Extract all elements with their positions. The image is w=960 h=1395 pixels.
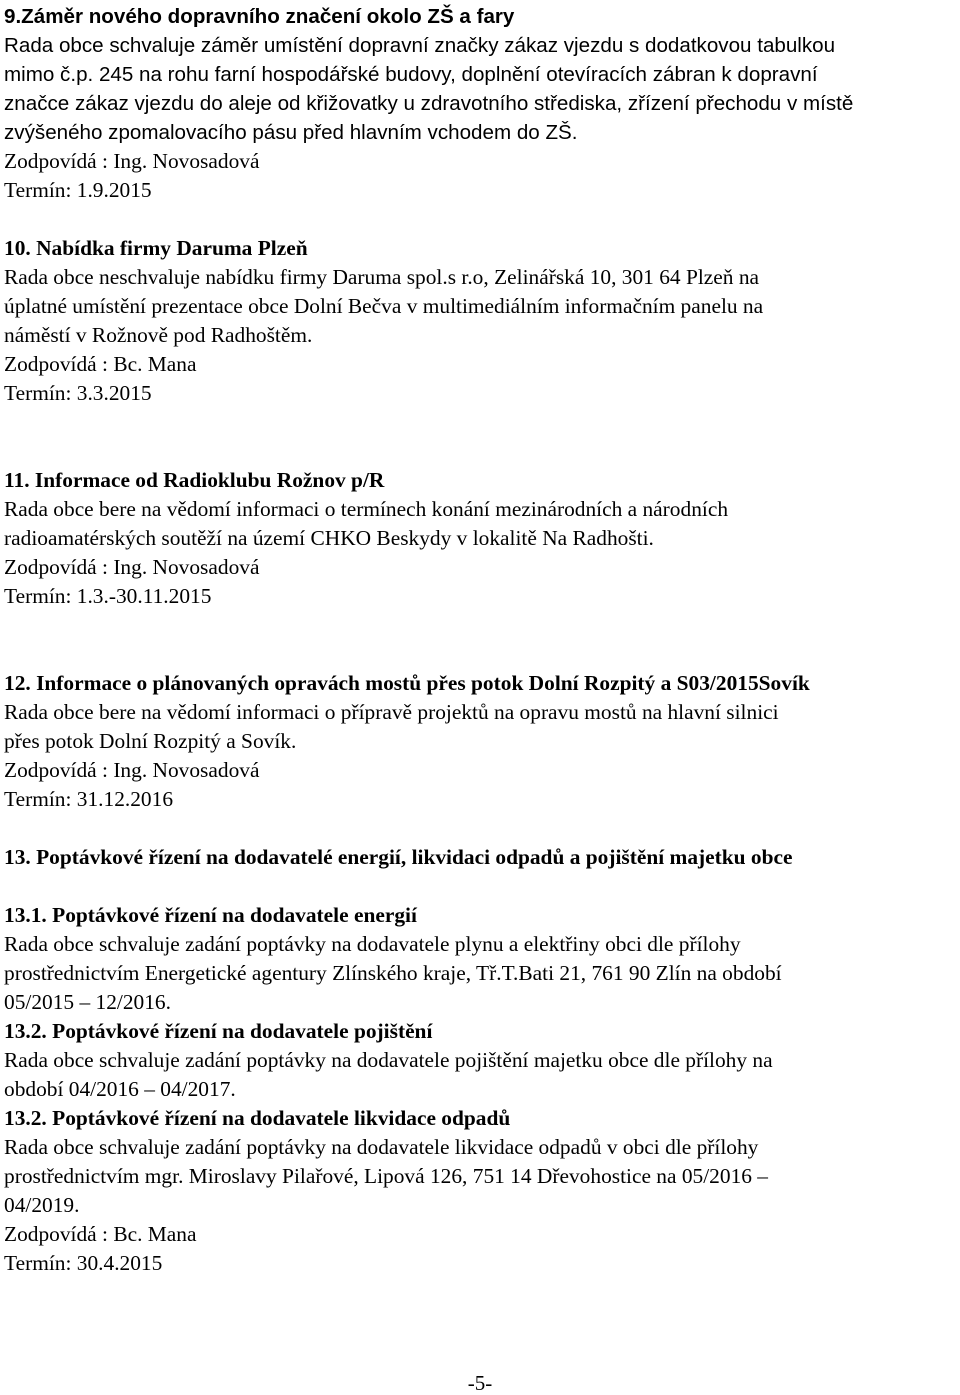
section-9-heading: 9.Záměr nového dopravního značení okolo ZŠ a fary [4, 5, 515, 28]
spacer [4, 408, 958, 437]
section-9-deadline: Termín: 1.9.2015 [4, 178, 152, 202]
section-13-2-text-line: období 04/2016 – 04/2017. [4, 1077, 236, 1101]
section-9-text-line: Rada obce schvaluje záměr umístění dopravní značky zákaz vjezdu s dodatkovou tabulkou [4, 34, 836, 57]
section-13-1-heading: 13.1. Poptávkové řízení na dodavatele energií [4, 903, 417, 927]
section-10-text-line: Rada obce neschvaluje nabídku firmy Daruma spol.s r.o, Zelinářská 10, 301 64 Plzeň na [4, 265, 760, 289]
page-number: -5- [467, 1371, 493, 1395]
section-12-heading: 12. Informace o plánovaných opravách mostů přes potok Dolní Rozpitý a S03/2015Sovík [4, 671, 810, 695]
section-10-deadline: Termín: 3.3.2015 [4, 381, 152, 405]
section-12-text-line: Rada obce bere na vědomí informaci o přípravě projektů na opravu mostů na hlavní silnici [4, 700, 779, 724]
section-13-heading: 13. Poptávkové řízení na dodavatelé energií, likvidaci odpadů a pojištění majetku obce [4, 845, 793, 869]
section-9-text-line: zvýšeného zpomalovacího pásu před hlavním vchodem do ZŠ. [4, 121, 578, 144]
section-10-text-line: náměstí v Rožnově pod Radhoštěm. [4, 323, 313, 347]
spacer [4, 611, 958, 640]
section-10-heading: 10. Nabídka firmy Daruma Plzeň [4, 236, 308, 260]
section-13-3-heading: 13.2. Poptávkové řízení na dodavatele likvidace odpadů [4, 1106, 511, 1130]
spacer [4, 814, 958, 843]
section-13-2-text-line: Rada obce schvaluje zadání poptávky na dodavatele pojištění majetku obce dle přílohy na [4, 1048, 773, 1072]
section-13-3-text-line: 04/2019. [4, 1193, 80, 1217]
section-12-deadline: Termín: 31.12.2016 [4, 787, 174, 811]
spacer [4, 437, 958, 466]
section-10-responsible: Zodpovídá : Bc. Mana [4, 352, 197, 376]
section-11-text-line: Rada obce bere na vědomí informaci o termínech konání mezinárodních a národních [4, 497, 729, 521]
section-13-deadline: Termín: 30.4.2015 [4, 1251, 163, 1275]
section-9-text-line: značce zákaz vjezdu do aleje od křižovatky u zdravotního střediska, zřízení přechodu v místě [4, 92, 854, 115]
section-9-responsible: Zodpovídá : Ing. Novosadová [4, 149, 260, 173]
section-13-2-heading: 13.2. Poptávkové řízení na dodavatele pojištění [4, 1019, 433, 1043]
spacer [4, 872, 958, 901]
section-11-heading: 11. Informace od Radioklubu Rožnov p/R [4, 468, 385, 492]
section-10-text-line: úplatné umístění prezentace obce Dolní Bečva v multimediálním informačním panelu na [4, 294, 764, 318]
section-12-responsible: Zodpovídá : Ing. Novosadová [4, 758, 260, 782]
section-13-1-text-line: Rada obce schvaluje zadání poptávky na dodavatele plynu a elektřiny obci dle přílohy [4, 932, 741, 956]
section-13-responsible: Zodpovídá : Bc. Mana [4, 1222, 197, 1246]
document-page [4, 2, 958, 1278]
section-13-3-text-line: prostřednictvím mgr. Miroslavy Pilařové, Lipová 126, 751 14 Dřevohostice na 05/2016 – [4, 1164, 769, 1188]
section-11-text-line: radioamatérských soutěží na území CHKO Beskydy v lokalitě Na Radhošti. [4, 526, 654, 550]
section-9-text-line: mimo č.p. 245 na rohu farní hospodářské budovy, doplnění otevíracích zábran k dopravní [4, 63, 818, 86]
section-12-text-line: přes potok Dolní Rozpitý a Sovík. [4, 729, 297, 753]
section-13-3-text-line: Rada obce schvaluje zadání poptávky na dodavatele likvidace odpadů v obci dle přílohy [4, 1135, 759, 1159]
section-11-deadline: Termín: 1.3.-30.11.2015 [4, 584, 212, 608]
spacer [4, 640, 958, 669]
section-13-1-text-line: 05/2015 – 12/2016. [4, 990, 171, 1014]
spacer [4, 205, 958, 234]
section-11-responsible: Zodpovídá : Ing. Novosadová [4, 555, 260, 579]
section-13-1-text-line: prostřednictvím Energetické agentury Zlínského kraje, Tř.T.Bati 21, 761 90 Zlín na období [4, 961, 782, 985]
